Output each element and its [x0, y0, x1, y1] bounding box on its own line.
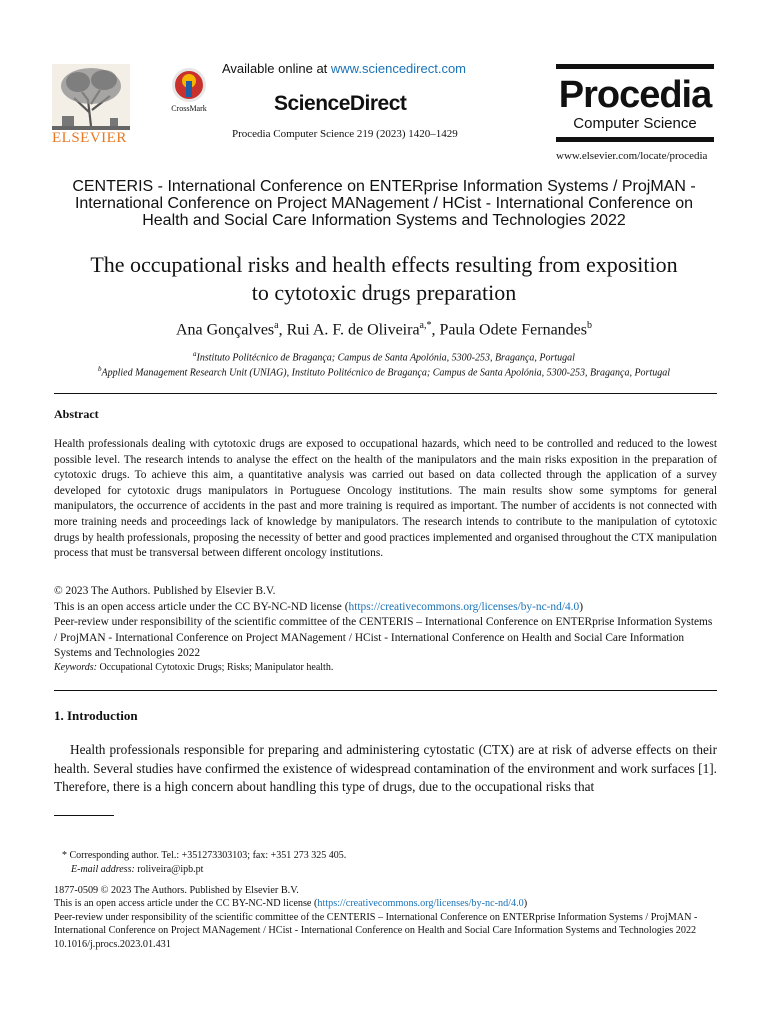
sciencedirect-link[interactable]: www.sciencedirect.com — [330, 61, 467, 76]
section-heading: 1. Introduction — [54, 708, 138, 723]
abstract-body: Health professionals dealing with cytotoxic drugs are exposed to occupational hazards, which need to be controlled and reduced to the lowest possible level. The research intends to analyse the effect on the health of the manipulators and the main risks exposition in the preparation of cytotoxic drugs. To achieve this aim, a quantitative analysis was carried out based on data collected through the application of a survey developed for cytotoxic drugs manipulators in Portuguese Oncology institutions. The main results show some symptoms for general manipulators, the occurrence of accidents in the past and more training is required as important. The number of accidents is not connected with more training needs and proceedings lack of knowledge by manipulators. The research intends to contribute to the manipulation of cytotoxic drugs by health professionals, proposing the necessity of better and good practices implemented and organised throughout the CTX manipulation process that must be transversal between different oncology institutions. — [54, 438, 717, 560]
introduction-text: Health professionals responsible for preparing and administering cytostatic (CTX) are at risk of adverse effects on their health. Several studies have confirmed the existence of widespread contamination of the environment and work surfaces [1]. Therefore, there is a high concern about handling this type of drugs, due to the occupational risks that — [54, 742, 717, 794]
author-name: Ana Gonçalves — [175, 321, 275, 339]
author-list — [40, 320, 728, 339]
affiliation-text: Instituto Politécnico de Bragança; Campus de Santa Apolónia, 5300-253, Bragança, Portugal — [196, 352, 575, 364]
crossmark-icon — [172, 68, 206, 102]
elsevier-tree-icon — [52, 64, 130, 130]
keywords-label: Keywords: — [54, 662, 97, 673]
conference-name — [40, 178, 728, 229]
abstract-copyright — [54, 584, 717, 662]
affiliation — [40, 350, 728, 363]
publication-info — [54, 884, 717, 951]
affiliation-mark: a — [193, 350, 197, 358]
email-line — [62, 863, 346, 877]
issn-line: 1877-0509 © 2023 The Authors. Published by Elsevier B.V. — [54, 885, 299, 896]
journal-reference: Procedia Computer Science 219 (2023) 1420–1429 — [232, 128, 458, 140]
author-separator: , — [431, 321, 440, 339]
conference-line: Health and Social Care Information Systems and Technologies 2022 — [142, 212, 626, 229]
license-link[interactable]: https://creativecommons.org/licenses/by-nc-nd/4.0 — [348, 600, 580, 613]
author-affiliation-mark: a,* — [419, 320, 432, 331]
license-prefix: This is an open access article under the CC BY-NC-ND license ( — [54, 600, 349, 613]
paper-title-line: to cytotoxic drugs preparation — [251, 280, 517, 305]
author-separator: , — [278, 321, 287, 339]
doi[interactable]: 10.1016/j.procs.2023.01.431 — [54, 938, 171, 950]
publisher-wordmark: ELSEVIER — [52, 130, 127, 146]
license-suffix: ) — [579, 600, 584, 613]
email-label: E-mail address: — [71, 864, 135, 875]
affiliation-text: Applied Management Research Unit (UNIAG), Instituto Politécnico de Bragança; Campus de Santa Apolónia, 5300-253, Bragança, Portugal — [101, 367, 671, 379]
paper-title — [40, 251, 728, 307]
author-name: Rui A. F. de Oliveira — [286, 321, 420, 339]
copyright-line: © 2023 The Authors. Published by Elsevier B.V. — [54, 585, 276, 597]
sciencedirect-logo: ScienceDirect — [274, 92, 407, 115]
author-affiliation-mark: b — [587, 320, 593, 331]
paper-title-line: The occupational risks and health effects resulting from exposition — [90, 252, 678, 277]
keywords-text: Occupational Cytotoxic Drugs; Risks; Manipulator health. — [99, 662, 334, 673]
section-divider — [54, 393, 717, 394]
section-divider — [54, 690, 717, 691]
license-line — [54, 897, 717, 910]
available-online — [222, 61, 466, 76]
journal-title: Procedia — [558, 74, 712, 116]
abstract-heading: Abstract — [54, 407, 99, 421]
license-suffix: ) — [523, 898, 528, 910]
license-prefix: This is an open access article under the CC BY-NC-ND license ( — [54, 898, 318, 910]
journal-subtitle: Computer Science — [573, 115, 697, 132]
license-link[interactable]: https://creativecommons.org/licenses/by-nc-nd/4.0 — [317, 898, 524, 910]
footnote-rule — [54, 815, 114, 816]
footnote — [62, 849, 346, 877]
author-affiliation-mark: a — [274, 320, 279, 331]
license-line — [54, 600, 717, 616]
journal-logo — [556, 64, 714, 142]
keywords — [54, 662, 717, 673]
crossmark-label: CrossMark — [171, 104, 207, 113]
crossmark-badge[interactable] — [164, 68, 214, 113]
journal-url[interactable]: www.elsevier.com/locate/procedia — [556, 150, 708, 162]
email-address[interactable]: roliveira@ipb.pt — [137, 864, 204, 875]
conference-line: International Conference on Project MANagement / HCist - International Conference on — [74, 195, 694, 212]
corresponding-author: * Corresponding author. Tel.: +351273303103; fax: +351 273 325 405. — [62, 850, 347, 861]
peer-review-line: Peer-review under responsibility of the scientific committee of the CENTERIS – International Conference on ENTERprise Information Systems / ProjMAN - International Conference on Project MANagement / HCist - International Conference on Health and Social Care Information Systems and Technologies 2022 — [54, 911, 698, 937]
affiliation-mark: b — [97, 365, 102, 373]
author-name: Paula Odete Fernandes — [439, 321, 588, 339]
affiliation — [40, 365, 728, 378]
conference-line: CENTERIS - International Conference on ENTERprise Information Systems / ProjMAN - — [72, 178, 696, 195]
introduction-body — [54, 741, 717, 797]
available-prefix: Available online at — [222, 61, 331, 76]
peer-review-line: Peer-review under responsibility of the scientific committee of the CENTERIS – International Conference on ENTERprise Information Systems / ProjMAN - International Conference on Project MANagement / HCist - International Conference on Health and Social Care Information Systems and Technologies 2022 — [54, 616, 713, 660]
